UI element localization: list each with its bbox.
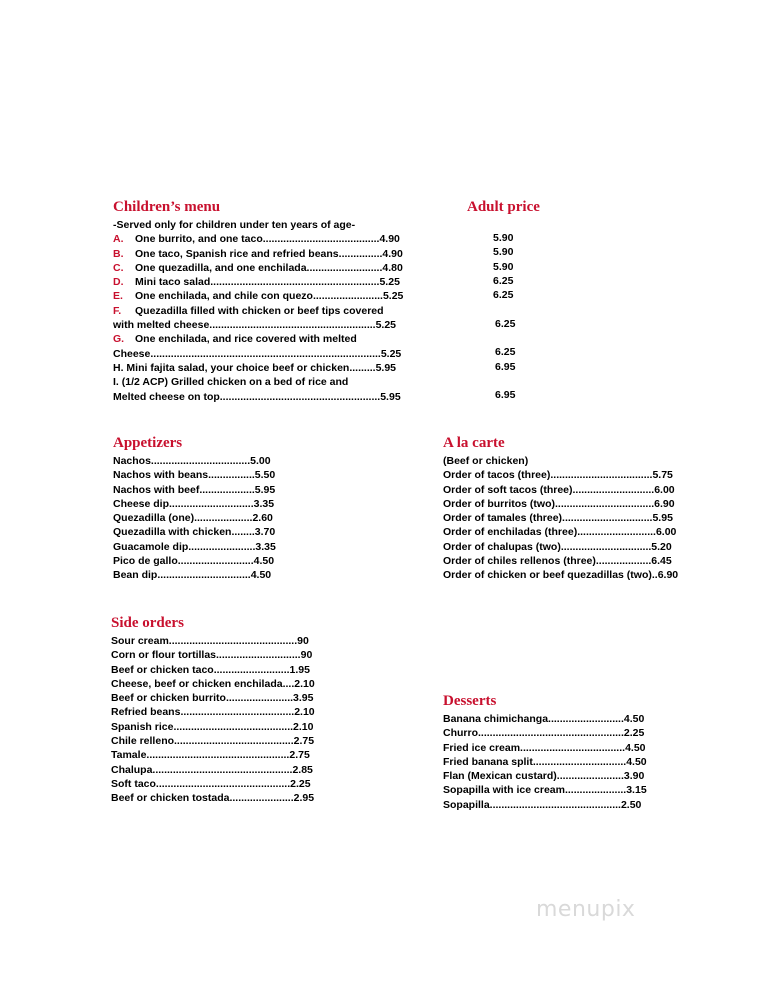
dessert-item: Sopapilla with ice cream.....................3.15 — [443, 784, 647, 797]
adult-price-section — [467, 198, 540, 218]
appetizer-item: Quezadilla (one)....................2.60 — [113, 512, 273, 525]
childrens-menu-item — [113, 361, 403, 375]
item-text: H. Mini fajita salad, your choice beef or chicken.........5.95 — [113, 361, 397, 374]
dessert-item: Churro..................................................2.25 — [443, 727, 645, 740]
childrens-menu-title: Children’s menu — [113, 199, 221, 215]
appetizer-item: Quezadilla with chicken........3.70 — [113, 526, 276, 539]
item-letter: A. — [113, 233, 124, 246]
item-text: Cheese...............................................................................5.25 — [113, 347, 402, 360]
item-letter: C. — [113, 261, 124, 274]
side-order-item: Spanish rice.........................................2.10 — [111, 720, 314, 733]
a-la-carte-item: Order of enchiladas (three)...........................6.00 — [443, 526, 677, 539]
a-la-carte-title: A la carte — [443, 435, 505, 451]
side-order-item: Cheese, beef or chicken enchilada....2.10 — [111, 677, 315, 690]
menupix-watermark: menupix — [536, 897, 636, 922]
adult-price: 6.25 — [495, 317, 516, 330]
a-la-carte-item: Order of burritos (two)..................................6.90 — [443, 497, 675, 510]
appetizers-section — [113, 434, 276, 583]
adult-price — [493, 331, 515, 345]
adult-price: 6.25 — [493, 274, 514, 287]
a-la-carte-item: Order of chiles rellenos (three)...................6.45 — [443, 555, 672, 568]
item-text: Quezadilla filled with chicken or beef tips covered — [135, 304, 384, 317]
item-text: with melted cheese.........................................................5.25 — [113, 319, 397, 332]
appetizer-item: Cheese dip.............................3.35 — [113, 497, 275, 510]
appetizer-item: Nachos with beef...................5.95 — [113, 483, 276, 496]
a-la-carte-item: Order of chalupas (two)...............................5.20 — [443, 540, 672, 553]
item-letter: E. — [113, 290, 123, 303]
a-la-carte-list — [443, 454, 678, 583]
a-la-carte-item: (Beef or chicken) — [443, 455, 529, 467]
childrens-menu-item — [113, 247, 403, 261]
adult-price: 6.95 — [495, 389, 516, 402]
a-la-carte-section — [443, 434, 678, 583]
appetizer-item: Nachos..................................5.00 — [113, 455, 271, 467]
item-letter: F. — [113, 304, 122, 317]
childrens-menu-item — [113, 275, 403, 289]
item-letter: D. — [113, 276, 124, 289]
childrens-menu-item — [113, 318, 403, 332]
adult-price-list — [493, 231, 515, 403]
item-text: I. (1/2 ACP) Grilled chicken on a bed of rice and — [113, 376, 349, 389]
a-la-carte-item: Order of tacos (three)...................................5.75 — [443, 469, 673, 482]
item-letter: B. — [113, 247, 124, 260]
appetizer-item: Nachos with beans................5.50 — [113, 469, 276, 482]
childrens-menu-item — [113, 304, 403, 318]
item-text: One burrito, and one taco........................................4.90 — [135, 233, 400, 246]
dessert-item: Flan (Mexican custard).......................3.90 — [443, 770, 645, 783]
childrens-menu-note: -Served only for children under ten years of age- — [113, 219, 356, 231]
item-text: One enchilada, and chile con quezo........................5.25 — [135, 290, 404, 303]
adult-price: 6.95 — [495, 360, 516, 373]
dessert-item: Banana chimichanga..........................4.50 — [443, 713, 645, 725]
childrens-menu-item — [113, 347, 403, 361]
childrens-menu-list — [113, 232, 403, 404]
side-order-item: Beef or chicken taco..........................1.95 — [111, 663, 310, 676]
adult-price: 5.90 — [493, 246, 514, 259]
appetizer-item: Guacamole dip.......................3.35 — [113, 540, 276, 553]
adult-price-title: Adult price — [467, 199, 540, 215]
side-order-item: Corn or flour tortillas.............................90 — [111, 649, 313, 662]
appetizer-item: Bean dip................................4.50 — [113, 569, 272, 582]
item-text: Melted cheese on top.......................................................5.95 — [113, 390, 401, 403]
a-la-carte-item: Order of tamales (three)...............................5.95 — [443, 512, 673, 525]
adult-price: 5.90 — [493, 232, 514, 244]
side-orders-list — [111, 634, 315, 806]
adult-price: 6.25 — [495, 346, 516, 359]
appetizer-item: Pico de gallo..........................4.50 — [113, 555, 275, 568]
childrens-menu-item — [113, 390, 403, 404]
a-la-carte-item: Order of soft tacos (three)............................6.00 — [443, 483, 675, 496]
dessert-item: Sopapilla.............................................2.50 — [443, 798, 642, 811]
childrens-menu-item — [113, 232, 403, 246]
item-text: One quezadilla, and one enchilada..........................4.80 — [135, 261, 403, 274]
side-order-item: Beef or chicken tostada......................2.95 — [111, 792, 315, 805]
side-order-item: Sour cream............................................90 — [111, 635, 309, 647]
item-text: One taco, Spanish rice and refried beans...............4.90 — [135, 247, 403, 260]
appetizers-title: Appetizers — [113, 435, 183, 451]
a-la-carte-item: Order of chicken or beef quezadillas (two)..6.90 — [443, 569, 679, 582]
childrens-menu-section — [113, 198, 403, 404]
childrens-menu-item — [113, 261, 403, 275]
adult-price — [493, 374, 515, 388]
item-text: One enchilada, and rice covered with melted — [135, 333, 357, 346]
side-orders-section — [111, 614, 315, 806]
side-order-item: Tamale.................................................2.75 — [111, 749, 310, 762]
dessert-item: Fried ice cream....................................4.50 — [443, 741, 646, 754]
desserts-section — [443, 692, 647, 812]
childrens-menu-item — [113, 375, 403, 389]
side-order-item: Beef or chicken burrito.......................3.95 — [111, 692, 314, 705]
childrens-menu-item — [113, 289, 403, 303]
childrens-menu-item — [113, 332, 403, 346]
side-order-item: Soft taco..............................................2.25 — [111, 777, 311, 790]
dessert-item: Fried banana split................................4.50 — [443, 755, 647, 768]
desserts-list — [443, 712, 647, 812]
adult-price: 6.25 — [493, 289, 514, 302]
adult-price: 5.90 — [493, 260, 514, 273]
adult-price — [493, 302, 515, 316]
side-order-item: Chalupa................................................2.85 — [111, 763, 313, 776]
desserts-title: Desserts — [443, 693, 497, 709]
side-order-item: Chile relleno.........................................2.75 — [111, 735, 315, 748]
side-order-item: Refried beans.......................................2.10 — [111, 706, 315, 719]
appetizers-list — [113, 454, 276, 583]
item-text: Mini taco salad..........................................................5.25 — [135, 276, 400, 289]
side-orders-title: Side orders — [111, 615, 184, 631]
item-letter: G. — [113, 333, 125, 346]
